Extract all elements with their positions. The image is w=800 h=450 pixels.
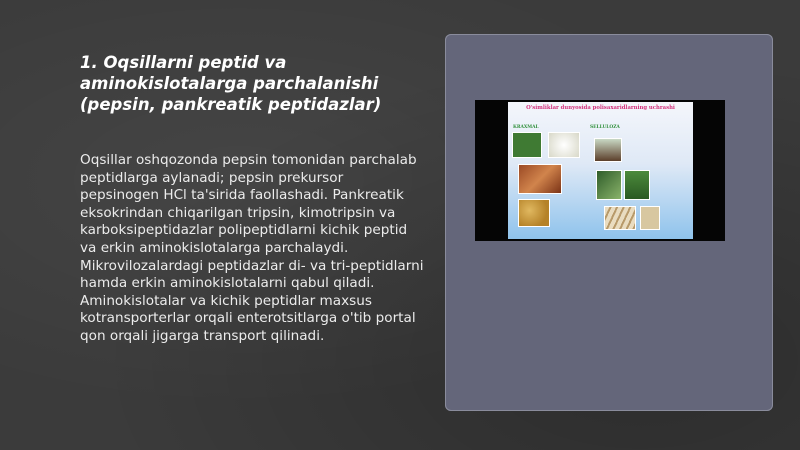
- column-label-left: KRAXMAL: [513, 125, 539, 130]
- wood-photo: [604, 206, 636, 230]
- plant-photo: [512, 132, 542, 158]
- potato-photo: [518, 199, 550, 227]
- column-label-right: SELLULOZA: [590, 125, 620, 130]
- embedded-slide-title: O'simliklar dunyosida polisaxaridlarning uchrashi: [526, 105, 675, 111]
- photo-caption: [528, 158, 529, 162]
- slide-title: 1. Oqsillarni peptid va aminokislotalarga parchalanishi (pepsin, pankreatik peptidazlar): [80, 53, 382, 114]
- cotton-photo: [640, 206, 660, 230]
- tree-photo: [594, 138, 622, 162]
- slide-body-text: Oqsillar oshqozonda pepsin tomonidan parchalab peptidlarga aylanadi; pepsin prekursor pepsinogen HCl ta'sirida faollashadi. Pankreatik eksokrindan chiqarilgan tripsin, kimotripsin va karboksipeptidazlar polipeptidlarni kichik peptid va erkin aminokislotalarga parchalaydi. Mikrovilozalardagi peptidazlar di- va tri-peptidlarni hamda erkin aminokislotalarni qabul qiladi. Aminokislotalar va kichik peptidlar maxsus kotransporterlar orqali enterotsitlarga o'tib portal qon orqali jigarga transport qilinadi.: [80, 152, 424, 344]
- leaf-photo: [596, 170, 622, 200]
- grass-photo: [624, 170, 650, 200]
- embedded-slide-photo: [475, 100, 725, 241]
- embedded-slide: [508, 102, 693, 239]
- starch-photo: [548, 132, 580, 158]
- sweet-potato-photo: [518, 164, 562, 194]
